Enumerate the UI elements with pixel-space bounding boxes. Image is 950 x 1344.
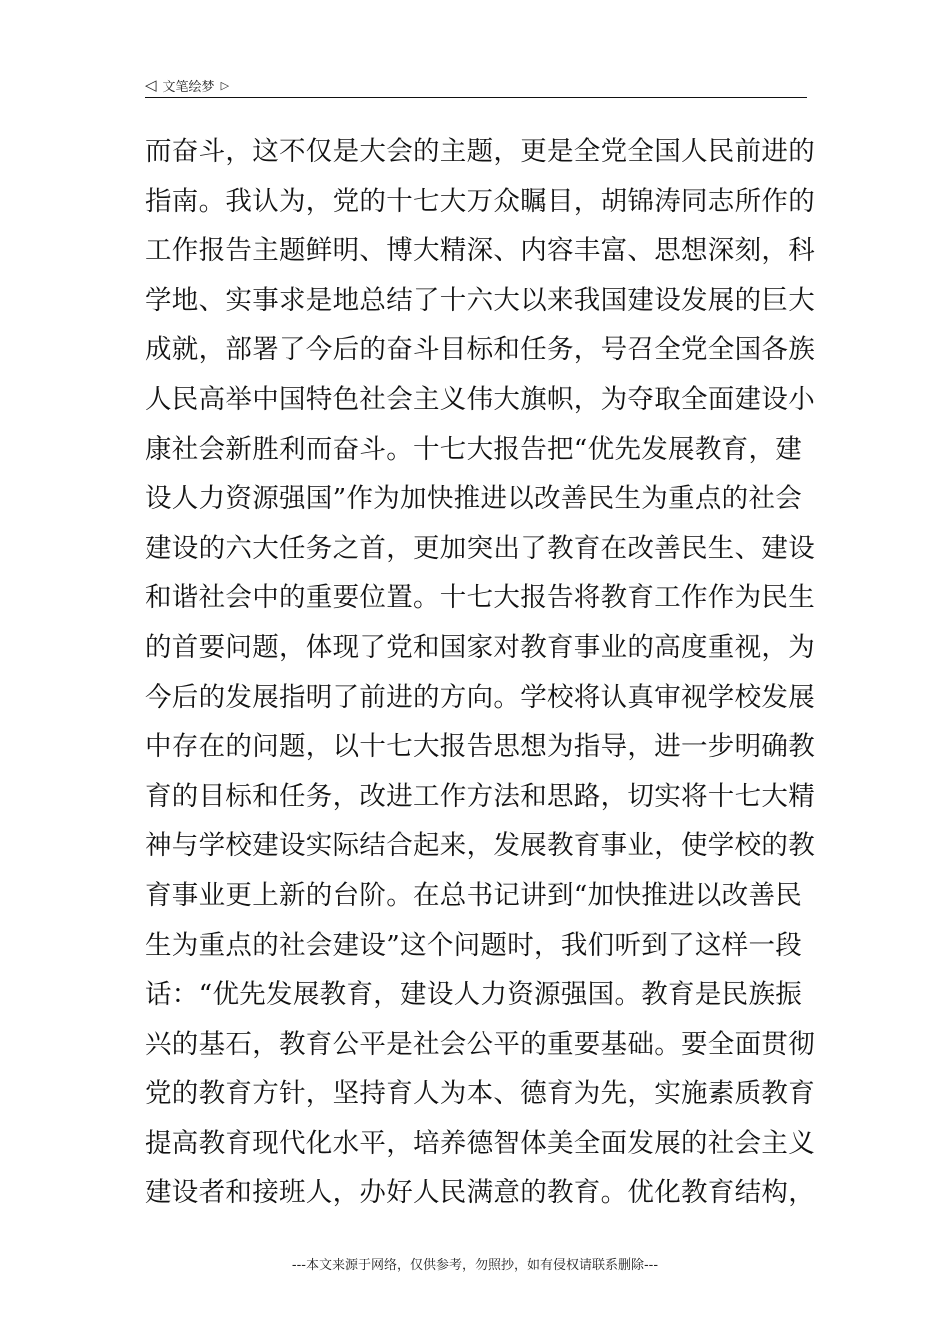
- body-line: 神与学校建设实际结合起来，发展教育事业，使学校的教: [145, 830, 815, 862]
- body-line: 指南。我认为，党的十七大万众瞩目，胡锦涛同志所作的: [145, 185, 815, 217]
- body-line: 和谐社会中的重要位置。十七大报告将教育工作作为民生: [145, 582, 815, 614]
- body-line: 建设者和接班人，办好人民满意的教育。优化教育结构，: [145, 1177, 815, 1209]
- body-line: 中存在的问题，以十七大报告思想为指导，进一步明确教: [145, 731, 815, 763]
- header-title: 文笔绘梦: [162, 79, 215, 95]
- page-footer: ---本文来源于网络，仅供参考，勿照抄，如有侵权请联系删除---: [291, 1258, 659, 1273]
- body-line: 的首要问题，体现了党和国家对教育事业的高度重视，为: [145, 631, 815, 663]
- body-line: 话：“优先发展教育，建设人力资源强国。教育是民族振: [145, 979, 803, 1011]
- body-line: 人民高举中国特色社会主义伟大旗帜，为夺取全面建设小: [145, 383, 815, 415]
- body-line: 提高教育现代化水平，培养德智体美全面发展的社会主义: [145, 1127, 815, 1159]
- header-divider: [145, 97, 807, 98]
- body-line: 学地、实事求是地总结了十六大以来我国建设发展的巨大: [145, 284, 815, 316]
- body-line: 生为重点的社会建设”这个问题时，我们听到了这样一段: [145, 929, 803, 961]
- page-header: [145, 74, 807, 96]
- body-line: 育事业更上新的台阶。在总书记讲到“加快推进以改善民: [145, 879, 803, 911]
- body-line: 育的目标和任务，改进工作方法和思路，切实将十七大精: [145, 780, 815, 812]
- body-line: 而奋斗，这不仅是大会的主题，更是全党全国人民前进的: [145, 136, 815, 167]
- body-line: 康社会新胜利而奋斗。十七大报告把“优先发展教育，建: [145, 433, 803, 465]
- body-line: 成就，部署了今后的奋斗目标和任务，号召全党全国各族: [145, 334, 815, 366]
- body-line: 党的教育方针，坚持育人为本、德育为先，实施素质教育: [145, 1078, 815, 1110]
- body-line: 设人力资源强国”作为加快推进以改善民生为重点的社会: [145, 483, 803, 515]
- right-triangle-icon: ▷: [220, 78, 230, 92]
- body-line: 建设的六大任务之首，更加突出了教育在改善民生、建设: [145, 532, 815, 564]
- body-line: 工作报告主题鲜明、博大精深、内容丰富、思想深刻，科: [145, 235, 815, 267]
- body-line: 今后的发展指明了前进的方向。学校将认真审视学校发展: [145, 681, 815, 713]
- left-triangle-icon: ◁: [145, 75, 157, 94]
- body-line: 兴的基石，教育公平是社会公平的重要基础。要全面贯彻: [145, 1028, 815, 1060]
- document-body: [145, 127, 815, 1218]
